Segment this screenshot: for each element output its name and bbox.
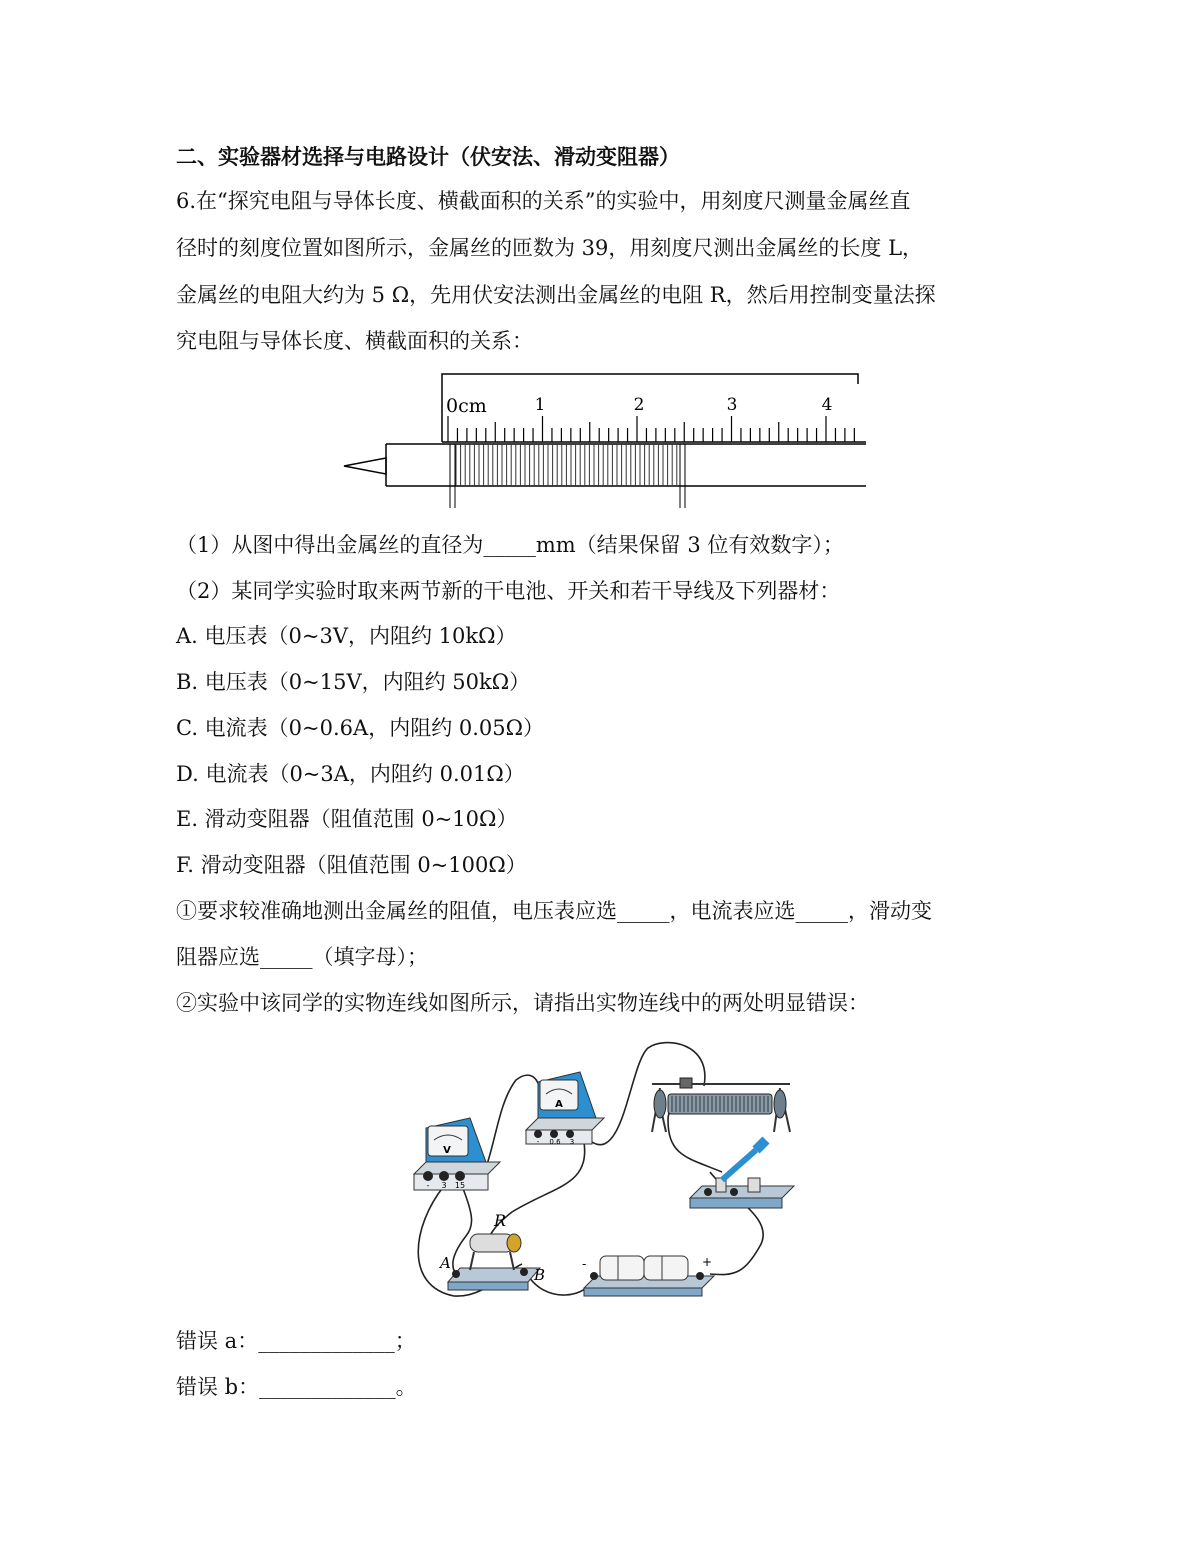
error-a: 错误 a：_____________； — [176, 1329, 416, 1353]
question-line-1: 6.在“探究电阻与导体长度、横截面积的关系”的实验中，用刻度尺测量金属丝直 — [176, 189, 911, 213]
battery-plus-label: + — [702, 1255, 713, 1269]
voltmeter — [414, 1118, 500, 1190]
voltmeter-terminal-3: 3 — [441, 1181, 447, 1190]
question-2: ②实验中该同学的实物连线如图所示，请指出实物连线中的两处明显错误： — [176, 991, 869, 1015]
question-1-line-2: 阻器应选_____（填字母）； — [176, 945, 428, 969]
ruler-ticks — [448, 416, 854, 442]
ruler-unit-label: 0cm — [446, 395, 487, 417]
circuit-figure — [404, 1036, 816, 1306]
question-1-line-1: ①要求较准确地测出金属丝的阻值，电压表应选_____，电流表应选_____，滑动变 — [176, 899, 932, 923]
option-b: B. 电压表（0~15V，内阻约 50kΩ） — [176, 670, 531, 694]
point-b-label: B — [534, 1266, 546, 1284]
option-d: D. 电流表（0~3A，内阻约 0.01Ω） — [176, 762, 525, 786]
voltmeter-terminal-15: 15 — [454, 1181, 466, 1190]
option-a: A. 电压表（0~3V，内阻约 10kΩ） — [176, 624, 517, 648]
rheostat — [652, 1078, 790, 1132]
resistor — [438, 1211, 545, 1290]
battery — [582, 1255, 714, 1296]
question-line-3: 金属丝的电阻大约为 5 Ω，先用伏安法测出金属丝的电阻 R，然后用控制变量法探 — [176, 283, 936, 307]
section-title: 二、实验器材选择与电路设计（伏安法、滑动变阻器） — [176, 144, 680, 169]
ruler-tick-1: 1 — [534, 395, 546, 415]
ammeter-terminal-minus: - — [536, 1138, 540, 1146]
question-line-4: 究电阻与导体长度、横截面积的关系： — [176, 329, 533, 353]
point-a-label: A — [440, 1254, 451, 1272]
option-c: C. 电流表（0~0.6A，内阻约 0.05Ω） — [176, 716, 545, 740]
error-b: 错误 b：_____________。 — [176, 1375, 417, 1399]
sub-question-1: （1）从图中得出金属丝的直径为_____mm（结果保留 3 位有效数字）； — [176, 533, 844, 557]
voltmeter-terminal-minus: - — [426, 1181, 430, 1190]
pencil-tip — [344, 458, 386, 474]
ruler-figure — [336, 368, 870, 514]
ruler-tick-4: 4 — [821, 395, 833, 415]
sub-question-2: （2）某同学实验时取来两节新的干电池、开关和若干导线及下列器材： — [176, 579, 841, 603]
question-line-2: 径时的刻度位置如图所示，金属丝的匝数为 39，用刻度尺测出金属丝的长度 L， — [176, 236, 924, 260]
ammeter-label: A — [555, 1099, 563, 1110]
switch — [690, 1140, 794, 1208]
ruler-tick-3: 3 — [726, 395, 738, 415]
resistor-label: R — [494, 1211, 507, 1230]
battery-minus-label: - — [582, 1257, 587, 1271]
option-f: F. 滑动变阻器（阻值范围 0~100Ω） — [176, 853, 527, 877]
option-e: E. 滑动变阻器（阻值范围 0~10Ω） — [176, 807, 518, 831]
ammeter-terminal-3: 3 — [569, 1138, 575, 1146]
wire-coil — [456, 444, 677, 486]
ammeter-terminal-06: 0.6 — [549, 1138, 561, 1146]
ammeter — [526, 1072, 604, 1146]
ruler-tick-2: 2 — [633, 395, 645, 415]
voltmeter-label: V — [443, 1145, 451, 1156]
